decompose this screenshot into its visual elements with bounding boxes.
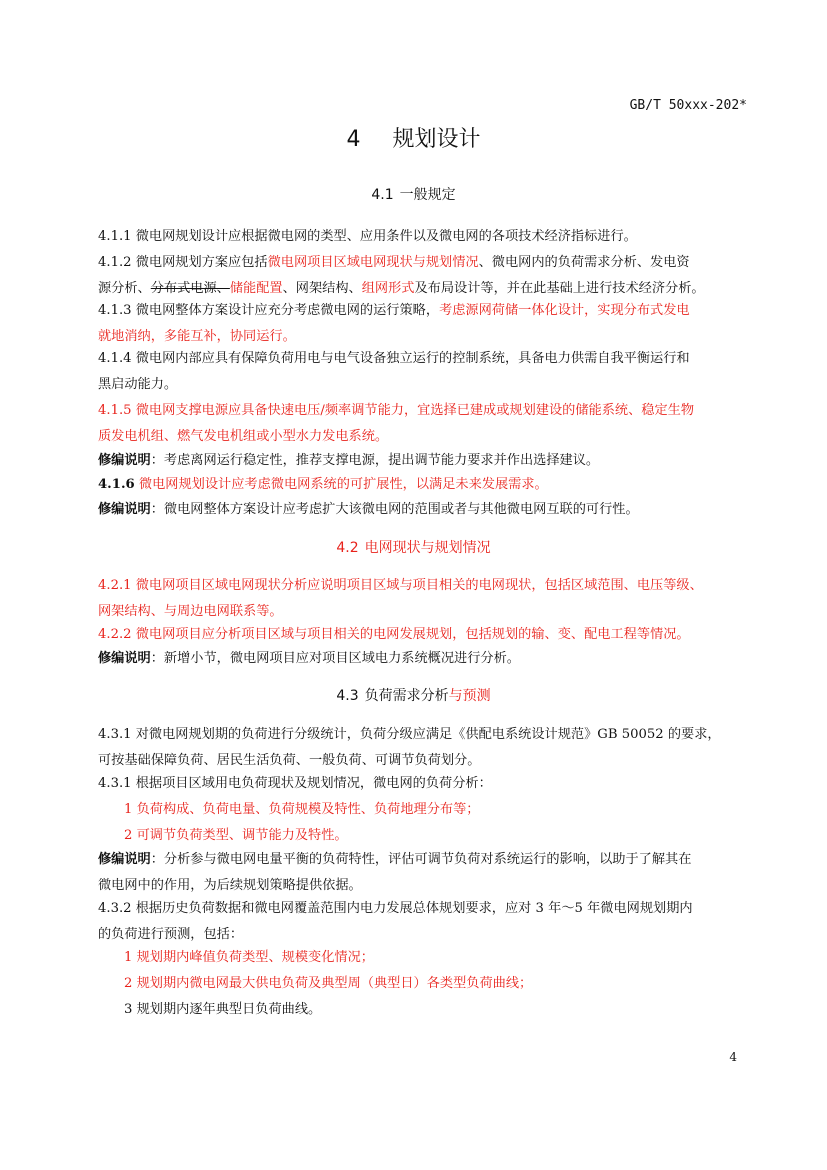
clause-text: 、微电网内的负荷需求分析、发电资 [478, 255, 690, 270]
revised-text: 考虑源网荷储一体化设计，实现分布式发电 [439, 303, 690, 318]
clause-4-3-1-b [98, 771, 750, 797]
list-item: 2 可调节负荷类型、调节能力及特性。 [124, 828, 348, 843]
clause-line-2: 网架结构、与周边电网联系等。 [98, 604, 283, 619]
revised-text: 微电网项目区域电网现状与规划情况 [267, 255, 479, 270]
revision-note-3 [98, 646, 750, 672]
clause-line-1: 4.2.1 微电网项目区域电网现状分析应说明项目区域与项目相关的电网现状，包括区域范围、电压等级、 [98, 578, 703, 593]
list-item: 2 规划期内微电网最大供电负荷及典型周（典型日）各类型负荷曲线； [124, 976, 533, 991]
clause-4-2-2 [98, 622, 750, 648]
revised-text: 就地消纳，多能互补，协同运行。 [98, 329, 296, 344]
clause-line-2: 的负荷进行预测，包括： [98, 927, 244, 942]
note-text: ：微电网整体方案设计应考虑扩大该微电网的范围或者与其他微电网互联的可行性。 [150, 502, 639, 517]
clause-4-3-2 [98, 896, 750, 948]
clause-4-1-3 [98, 298, 750, 350]
deleted-text: 分布式电源、 [150, 281, 230, 296]
page-number: 4 [729, 1050, 737, 1064]
clause-text: 4.1.3 微电网整体方案设计应充分考虑微电网的运行策略， [98, 303, 440, 318]
note-text: 微电网中的作用，为后续规划策略提供依据。 [98, 878, 362, 893]
clause-4-1-2 [98, 250, 750, 302]
clause-4-3-1-items [124, 797, 776, 849]
clause-text: 4.1.1 微电网规划设计应根据微电网的类型、应用条件以及微电网的各项技术经济指标进行。 [98, 229, 637, 244]
section-title: 电网现状与规划情况 [364, 540, 491, 556]
clause-text: 及布局设计等，并在此基础上进行技术经济分析。 [414, 281, 705, 296]
section-title-revised: 与预测 [448, 688, 491, 704]
clause-4-1-4 [98, 346, 750, 398]
clause-line-2: 黑启动能力。 [98, 377, 178, 392]
clause-line-1: 4.3.2 根据历史负荷数据和微电网覆盖范围内电力发展总体规划要求，应对 3 年～5 年微电网规划期内 [98, 901, 693, 916]
clause-number: 4.1.6 [98, 477, 135, 492]
clause-line-2: 可按基础保障负荷、居民生活负荷、一般负荷、可调节负荷划分。 [98, 753, 481, 768]
section-heading-4-3 [0, 685, 827, 705]
clause-4-1-1 [98, 224, 750, 250]
note-label: 修编说明 [98, 651, 151, 666]
clause-text: 、网架结构、 [282, 281, 362, 296]
clause-line-1 [98, 298, 750, 324]
clause-text: 4.2.2 微电网项目应分析项目区域与项目相关的电网发展规划，包括规划的输、变、配电工程等情况。 [98, 627, 690, 642]
revised-text: 微电网规划设计应考虑微电网系统的可扩展性，以满足未来发展需求。 [134, 477, 548, 492]
clause-line-1: 4.3.1 对微电网规划期的负荷进行分级统计，负荷分级应满足《供配电系统设计规范》GB 50052 的要求， [98, 727, 721, 742]
clause-line-2: 质发电机组、燃气发电机组或小型水力发电系统。 [98, 429, 389, 444]
note-text: ：分析参与微电网电量平衡的负荷特性，评估可调节负荷对系统运行的影响，以助于了解其在 [150, 852, 692, 867]
section-number: 4.3 [336, 688, 359, 704]
section-title: 负荷需求分析 [364, 688, 449, 704]
revision-note-1 [98, 448, 750, 474]
note-label: 修编说明 [98, 453, 151, 468]
clause-line-1: 4.1.5 微电网支撑电源应具备快速电压/频率调节能力，宜选择已建成或规划建设的储能系统、稳定生物 [98, 403, 695, 418]
note-label: 修编说明 [98, 502, 151, 517]
chapter-title: 规划设计 [392, 127, 481, 152]
clause-4-1-6 [98, 472, 750, 498]
revision-note-2 [98, 497, 750, 523]
section-heading-4-2 [0, 537, 827, 557]
clause-text: 源分析、 [98, 281, 151, 296]
section-number: 4.2 [336, 540, 359, 556]
note-text: ：新增小节，微电网项目应对项目区域电力系统概况进行分析。 [150, 651, 520, 666]
clause-4-1-5 [98, 398, 750, 450]
clause-4-2-1 [98, 573, 750, 625]
section-title: 一般规定 [399, 187, 456, 203]
list-item: 3 规划期内逐年典型日负荷曲线。 [124, 1002, 322, 1017]
revised-text: 组网形式 [361, 281, 415, 296]
clause-4-3-1-a [98, 722, 750, 774]
clause-line-1 [98, 250, 750, 276]
revision-note-4 [98, 847, 750, 899]
chapter-number: 4 [346, 127, 361, 152]
clause-line-1: 4.1.4 微电网内部应具有保障负荷用电与电气设备独立运行的控制系统，具备电力供需自我平衡运行和 [98, 351, 690, 366]
note-text: ：考虑离网运行稳定性，推荐支撑电源，提出调节能力要求并作出选择建议。 [150, 453, 600, 468]
clause-4-3-2-items [124, 945, 776, 1023]
clause-text: 4.1.2 微电网规划方案应包括 [98, 255, 268, 270]
clause-text: 4.3.1 根据项目区域用电负荷现状及规划情况，微电网的负荷分析： [98, 776, 492, 791]
chapter-heading [0, 122, 827, 153]
standard-code: GB/T 50xxx-202* [629, 98, 747, 113]
list-item: 1 规划期内峰值负荷类型、规模变化情况； [124, 950, 374, 965]
note-label: 修编说明 [98, 852, 151, 867]
revised-text: 储能配置 [229, 281, 283, 296]
section-number: 4.1 [371, 187, 394, 203]
section-heading-4-1 [0, 184, 827, 204]
list-item: 1 负荷构成、负荷电量、负荷规模及特性、负荷地理分布等； [124, 802, 480, 817]
